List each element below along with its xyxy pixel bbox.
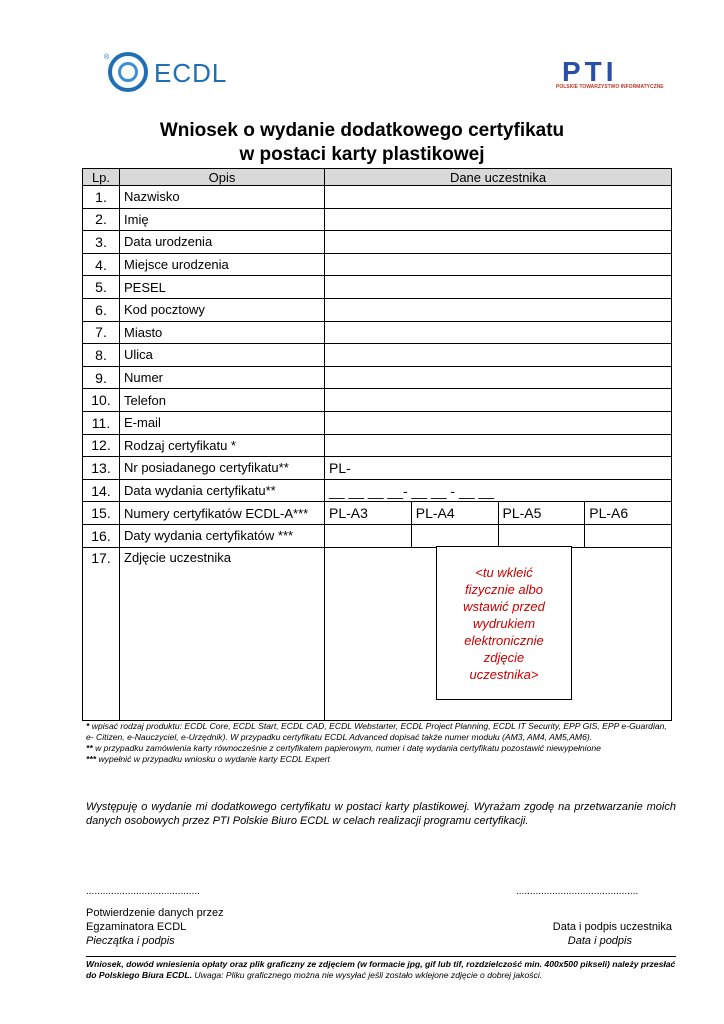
date-a6-field[interactable] <box>585 524 672 547</box>
row-number: 13. <box>83 457 120 480</box>
row-label: Miejsce urodzenia <box>120 253 325 276</box>
row-number: 1. <box>83 186 120 209</box>
row-label: Zdjęcie uczestnika <box>120 547 325 720</box>
footer-note <box>86 956 676 981</box>
footer-bold: Wniosek, dowód wniesienia opłaty oraz plik graficzny ze zdjęciem (w formacie jpg, gif lub tif, rozdzielczość min. 400x500 pikseli) należy przesłać do Polskiego Biura ECDL. <box>86 959 676 980</box>
row-value-field[interactable] <box>325 366 672 389</box>
examiner-label-1: Potwierdzenie danych przez <box>86 907 224 919</box>
row-number: 7. <box>83 321 120 344</box>
table-row <box>83 524 672 547</box>
row-value-field[interactable]: PL- <box>325 457 672 480</box>
ecdl-globe-icon <box>108 52 148 92</box>
row-label: Imię <box>120 208 325 231</box>
ecdl-logo-text: ECDL <box>154 58 228 88</box>
row-number: 8. <box>83 344 120 367</box>
photo-placeholder[interactable] <box>436 546 572 700</box>
table-row <box>83 479 672 502</box>
page-title-line1: Wniosek o wydanie dodatkowego certyfikatu <box>159 120 565 141</box>
row-label: Daty wydania certyfikatów *** <box>120 524 325 547</box>
row-value-field[interactable] <box>325 389 672 412</box>
row-label: Kod pocztowy <box>120 298 325 321</box>
row-number: 2. <box>83 208 120 231</box>
signature-line-left: ......................................... <box>86 886 200 897</box>
date-a5-field[interactable] <box>498 524 585 547</box>
participant-label-1: Data i podpis uczestnika <box>552 921 672 933</box>
examiner-label-3: Pieczątka i podpis <box>86 935 175 947</box>
date-a3-field[interactable] <box>325 524 412 547</box>
ecdl-logo <box>104 50 244 98</box>
header-opis: Opis <box>120 169 325 186</box>
date-a4-field[interactable] <box>411 524 498 547</box>
row-number: 12. <box>83 434 120 457</box>
row-number: 6. <box>83 298 120 321</box>
table-row <box>83 186 672 209</box>
row-label: Numery certyfikatów ECDL-A*** <box>120 502 325 525</box>
form-table <box>82 168 672 721</box>
row-number: 16. <box>83 524 120 547</box>
row-number: 3. <box>83 231 120 254</box>
examiner-label-2: Egzaminatora ECDL <box>86 921 187 933</box>
table-row <box>83 321 672 344</box>
row-value-field[interactable] <box>325 434 672 457</box>
signature-line-right: ............................................ <box>516 886 639 897</box>
table-row <box>83 231 672 254</box>
row-value-field[interactable] <box>325 298 672 321</box>
row-value-field[interactable] <box>325 276 672 299</box>
photo-placeholder-text: <tu wkleić fizycznie albo wstawić przed wydrukiem elektronicznie zdjęcie uczestnika> <box>463 564 545 682</box>
pti-logo <box>556 56 664 92</box>
row-label: Data wydania certyfikatu** <box>120 479 325 502</box>
row-number: 14. <box>83 479 120 502</box>
row-value-field[interactable] <box>325 208 672 231</box>
table-row <box>83 547 672 720</box>
table-row <box>83 366 672 389</box>
cert-a3-field[interactable]: PL-A3 <box>325 502 412 525</box>
row-value-field[interactable] <box>325 231 672 254</box>
row-value-field[interactable] <box>325 321 672 344</box>
table-row <box>83 411 672 434</box>
participant-label-2: Data i podpis <box>567 935 632 947</box>
footnote-2: ** w przypadku zamówienia karty równocześnie z certyfikatem papierowym, numer i datę wydania certyfikatu pozostawić niewypełnione <box>86 743 601 753</box>
declaration-text: Występuję o wydanie mi dodatkowego certyfikatu w postaci karty plastikowej. Wyrażam zgodę na przetwarzanie moich danych osobowych przez PTI Polskie Biuro ECDL w celach realizacji programu certyfikacji. <box>86 801 676 827</box>
table-row <box>83 276 672 299</box>
row-number: 10. <box>83 389 120 412</box>
row-label: Data urodzenia <box>120 231 325 254</box>
row-label: Rodzaj certyfikatu * <box>120 434 325 457</box>
row-value-field[interactable] <box>325 411 672 434</box>
footnote-3: *** wypełnić w przypadku wniosku o wydanie karty ECDL Expert <box>86 754 330 764</box>
row-value-field[interactable] <box>325 186 672 209</box>
row-number: 15. <box>83 502 120 525</box>
row-number: 5. <box>83 276 120 299</box>
row-label: Nr posiadanego certyfikatu** <box>120 457 325 480</box>
footer-normal: Uwaga: Pliku graficznego można nie wysyłać jeśli zostało wklejone zdjęcie o dobrej jakości. <box>192 970 543 980</box>
row-number: 9. <box>83 366 120 389</box>
row-value-field[interactable] <box>325 253 672 276</box>
row-label: Telefon <box>120 389 325 412</box>
row-number: 17. <box>83 547 120 720</box>
participant-signature-block <box>500 920 672 948</box>
footnote-1: * wpisać rodzaj produktu: ECDL Core, ECDL Start, ECDL CAD, ECDL Webstarter, ECDL Project Planning, ECDL IT Security, EPP GIS, EPP e-Guardian, e- Citizen, e-Nauczyciel, e-Urzędnik). W przypadku certyfikatu ECDL Advanced dopisać także numer modułu (AM3, AM4, AM5,AM6). <box>86 721 667 742</box>
cert-a6-field[interactable]: PL-A6 <box>585 502 672 525</box>
cert-a5-field[interactable]: PL-A5 <box>498 502 585 525</box>
table-header-row <box>83 169 672 186</box>
row-label: Numer <box>120 366 325 389</box>
header-dane: Dane uczestnika <box>325 169 672 186</box>
page-title-line2: w postaci karty plastikowej <box>239 144 485 165</box>
row-number: 4. <box>83 253 120 276</box>
table-row <box>83 253 672 276</box>
header-lp: Lp. <box>83 169 120 186</box>
row-label: Miasto <box>120 321 325 344</box>
table-row <box>83 389 672 412</box>
row-number: 11. <box>83 411 120 434</box>
table-row <box>83 344 672 367</box>
pti-logo-subtitle: POLSKIE TOWARZYSTWO INFORMATYCZNE <box>556 84 664 90</box>
row-label: E-mail <box>120 411 325 434</box>
row-value-field[interactable]: __ __ __ __- __ __ - __ __ <box>325 479 672 502</box>
table-row <box>83 208 672 231</box>
table-row <box>83 502 672 525</box>
row-label: Nazwisko <box>120 186 325 209</box>
row-label: PESEL <box>120 276 325 299</box>
row-value-field[interactable] <box>325 344 672 367</box>
registered-mark: ® <box>104 54 110 61</box>
table-row <box>83 457 672 480</box>
table-row <box>83 434 672 457</box>
row-label: Ulica <box>120 344 325 367</box>
footnotes <box>86 721 676 765</box>
examiner-signature-block <box>86 906 224 948</box>
table-row <box>83 298 672 321</box>
pti-logo-text: PTI <box>562 56 618 87</box>
cert-a4-field[interactable]: PL-A4 <box>411 502 498 525</box>
